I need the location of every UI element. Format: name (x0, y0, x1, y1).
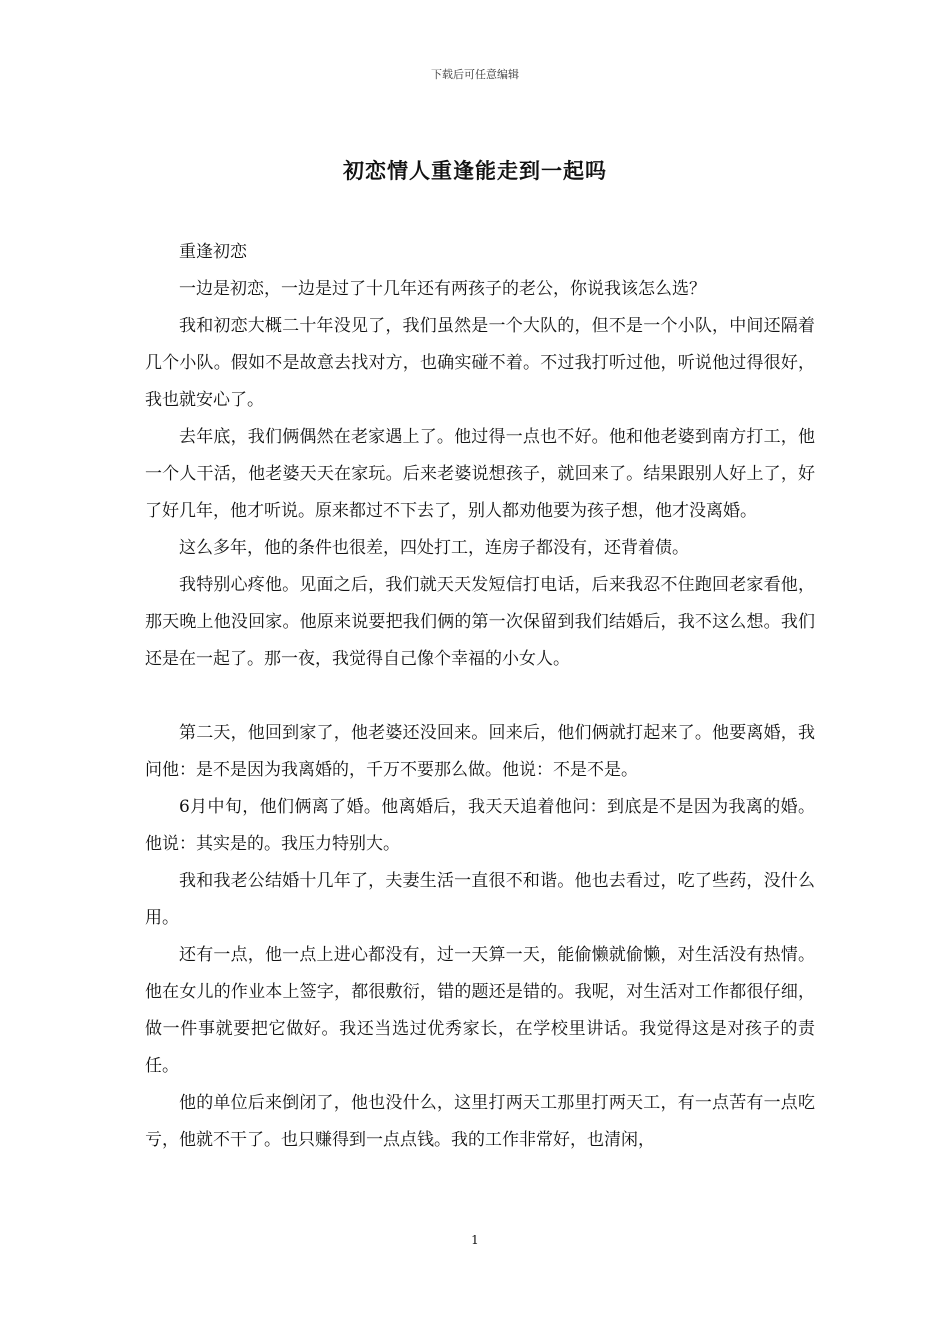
paragraph: 去年底，我们俩偶然在老家遇上了。他过得一点也不好。他和他老婆到南方打工，他一个人干活，他老婆天天在家玩。后来老婆说想孩子，就回来了。结果跟别人好上了，好了好几年，他才听说。原来都过不下去了，别人都劝他要为孩子想，他才没离婚。 (145, 427, 815, 521)
document-title: 初恋情人重逢能走到一起吗 (343, 158, 607, 183)
paragraph: 这么多年，他的条件也很差，四处打工，连房子都没有，还背着债。 (179, 538, 689, 558)
paragraph: 他的单位后来倒闭了，他也没什么，这里打两天工那里打两天工，有一点苦有一点吃亏，他就不干了。也只赚得到一点点钱。我的工作非常好，也清闲， (145, 1093, 815, 1150)
page-number: 1 (471, 1233, 479, 1247)
paragraph: 我和我老公结婚十几年了，夫妻生活一直很不和谐。他也去看过，吃了些药，没什么用。 (145, 871, 815, 928)
paragraph: 重逢初恋 (179, 242, 247, 262)
paragraph: 我特别心疼他。见面之后，我们就天天发短信打电话，后来我忍不住跑回老家看他，那天晚上他没回家。他原来说要把我们俩的第一次保留到我们结婚后，我不这么想。我们还是在一起了。那一夜，我觉得自己像个幸福的小女人。 (145, 575, 815, 669)
document-body (145, 234, 815, 1159)
header-note: 下载后可任意编辑 (431, 68, 519, 81)
paragraph: 6月中旬，他们俩离了婚。他离婚后，我天天追着他问：到底是不是因为我离的婚。他说：其实是的。我压力特别大。 (145, 797, 815, 854)
paragraph: 还有一点，他一点上进心都没有，过一天算一天，能偷懒就偷懒，对生活没有热情。他在女儿的作业本上签字，都很敷衍，错的题还是错的。我呢，对生活对工作都很仔细，做一件事就要把它做好。我还当选过优秀家长，在学校里讲话。我觉得这是对孩子的责任。 (145, 945, 815, 1076)
paragraph: 一边是初恋，一边是过了十几年还有两孩子的老公，你说我该怎么选？ (179, 279, 706, 299)
paragraph: 我和初恋大概二十年没见了，我们虽然是一个大队的，但不是一个小队，中间还隔着几个小队。假如不是故意去找对方，也确实碰不着。不过我打听过他，听说他过得很好，我也就安心了。 (145, 316, 815, 410)
paragraph: 第二天，他回到家了，他老婆还没回来。回来后，他们俩就打起来了。他要离婚，我问他：是不是因为我离婚的，千万不要那么做。他说：不是不是。 (145, 723, 815, 780)
